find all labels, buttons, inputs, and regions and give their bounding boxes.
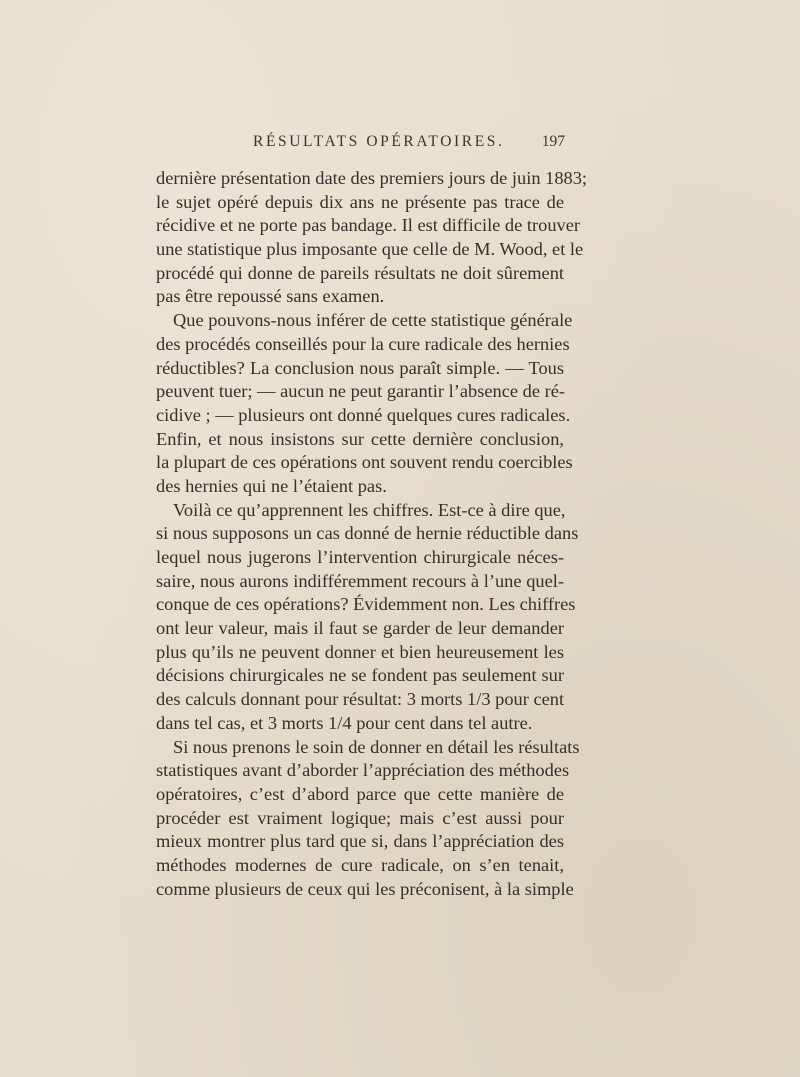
text-line: dernière présentation date des premiers jours de juin 1883; [156, 168, 588, 188]
text-line: décisions chirurgicales ne se fondent pas seulement sur [156, 665, 564, 686]
text-line: Voilà ce qu’apprennent les chiffres. Est-ce à dire que, [173, 499, 566, 520]
page-number: 197 [541, 133, 565, 150]
text-line: pas être repoussé sans examen. [156, 286, 385, 307]
text-line: Enfin, et nous insistons sur cette dernière conclusion, [156, 428, 564, 449]
text-line: opératoires, c’est d’abord parce que cette manière de [156, 783, 564, 804]
text-line: procéder est vraiment logique; mais c’est aussi pour [156, 807, 564, 828]
body-text [156, 167, 588, 901]
text-line: statistiques avant d’aborder l’appréciation des méthodes [156, 760, 570, 781]
text-line: Si nous prenons le soin de donner en détail les résultats [173, 736, 580, 757]
running-title: RÉSULTATS OPÉRATOIRES. [253, 133, 505, 150]
running-head [155, 133, 565, 157]
text-line: conque de ces opérations? Évidemment non. Les chiffres [156, 594, 576, 615]
text-line: peuvent tuer; — aucun ne peut garantir l’absence de ré- [156, 381, 566, 402]
text-line: lequel nous jugerons l’intervention chirurgicale néces- [156, 547, 564, 567]
text-line: dans tel cas, et 3 morts 1/4 pour cent dans tel autre. [156, 712, 533, 733]
text-line: plus qu’ils ne peuvent donner et bien heureusement les [156, 641, 564, 662]
text-line: Que pouvons-nous inférer de cette statistique générale [173, 310, 573, 331]
text-line: la plupart de ces opérations ont souvent rendu coercibles [156, 452, 573, 473]
text-line: saire, nous aurons indifféremment recours à l’une quel- [156, 570, 564, 591]
text-line: méthodes modernes de cure radicale, on s’en tenait, [156, 854, 564, 875]
text-line: procédé qui donne de pareils résultats ne doit sûrement [156, 262, 564, 283]
text-line: réductibles? La conclusion nous paraît simple. — Tous [156, 357, 564, 378]
text-line: ont leur valeur, mais il faut se garder de leur demander [156, 618, 564, 639]
text-line: si nous supposons un cas donné de hernie réductible dans [156, 523, 579, 544]
text-line: le sujet opéré depuis dix ans ne présente pas trace de [156, 191, 564, 212]
text-line: des hernies qui ne l’étaient pas. [156, 475, 387, 496]
text-line: des calculs donnant pour résultat: 3 morts 1/3 pour cent [156, 689, 565, 710]
text-line: une statistique plus imposante que celle de M. Wood, et le [156, 239, 584, 260]
text-line: comme plusieurs de ceux qui les préconisent, à la simple [156, 878, 574, 899]
text-line: des procédés conseillés pour la cure radicale des hernies [156, 333, 570, 354]
text-line: récidive et ne porte pas bandage. Il est difficile de trouver [156, 215, 580, 236]
text-line: cidive ; — plusieurs ont donné quelques cures radicales. [156, 404, 571, 425]
text-line: mieux montrer plus tard que si, dans l’appréciation des [156, 831, 564, 852]
